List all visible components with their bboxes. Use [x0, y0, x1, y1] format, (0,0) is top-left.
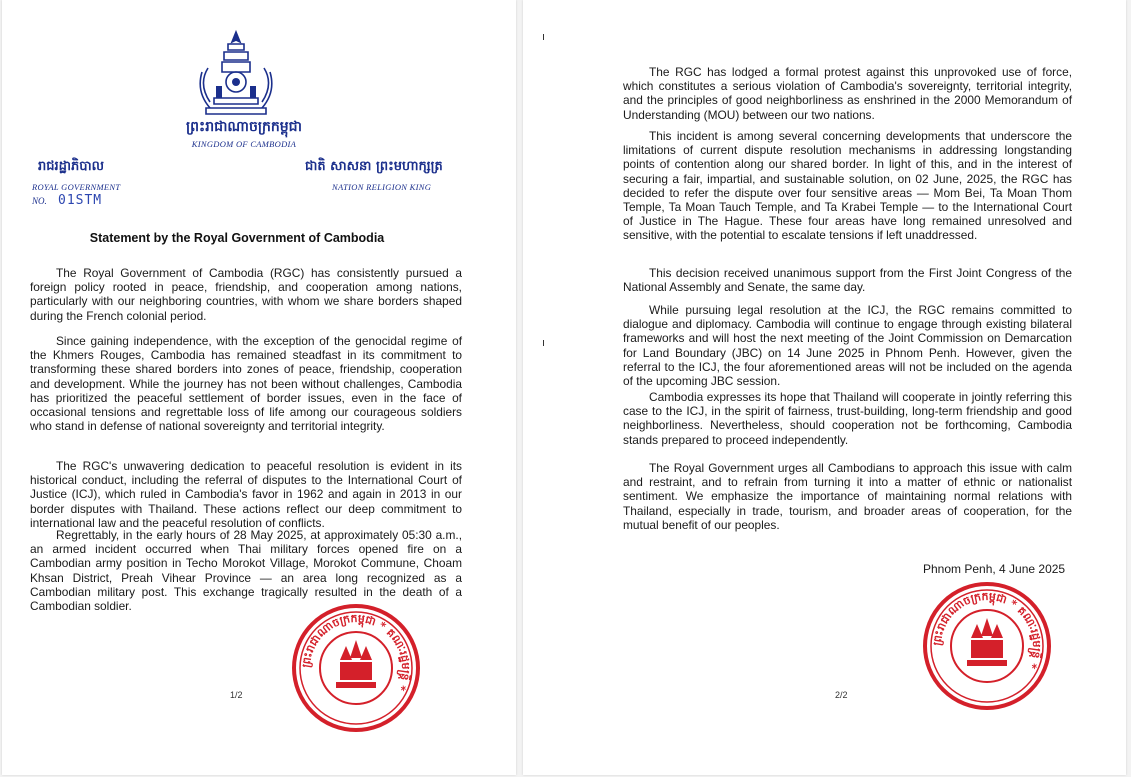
kingdom-english-text: KINGDOM OF CAMBODIA	[191, 139, 297, 149]
page-number: 2/2	[835, 690, 848, 700]
document-page-1	[2, 0, 516, 775]
reference-number-label: NO.	[32, 196, 47, 206]
paragraph: The RGC has lodged a formal protest against this unprovoked use of force, which constitutes a serious violation of Cambodia's sovereignty, territorial integrity, and the principles of good neighborliness as enshrined in the 2000 Memorandum of Understanding (MOU) between our two nations.	[623, 65, 1072, 122]
royal-government-khmer-text: រាជរដ្ឋាភិបាល	[38, 159, 105, 174]
royal-government-english-text: ROYAL GOVERNMENT	[32, 182, 121, 192]
paragraph: The Royal Government urges all Cambodians to approach this issue with calm and restraint, and to refrain from turning it into a matter of ethnic or nationalist sentiment. We emphasize the importance of maintaining normal relations with Thailand, especially in trade, tourism, and broader areas of cooperation, for the mutual benefit of our peoples.	[623, 461, 1072, 532]
paragraph: While pursuing legal resolution at the ICJ, the RGC remains committed to dialogue and diplomacy. Cambodia will continue to engage through existing bilateral frameworks and will host the next meeting of the Joint Commission on Demarcation for Land Boundary (JBC) on 14 June 2025 in Phnom Penh. However, given the referral to the ICJ, the four aforementioned areas will not be included on the agenda of the upcoming JBC session.	[623, 303, 1072, 389]
royal-crest-icon	[188, 28, 284, 120]
motto-khmer-text: ជាតិ សាសនា ព្រះមហាក្សត្រ	[305, 159, 443, 174]
document-page-2	[523, 0, 1126, 775]
kingdom-khmer-text: ព្រះរាជាណាចក្រកម្ពុជា	[185, 119, 302, 135]
paragraph: This decision received unanimous support from the First Joint Congress of the National Assembly and Senate, the same day.	[623, 266, 1072, 295]
seal-text: ព្រះរាជាណាចក្រកម្ពុជា * គណៈរដ្ឋមន្ត្រី *	[930, 589, 1044, 671]
official-seal-icon	[290, 602, 422, 734]
paragraph: The Royal Government of Cambodia (RGC) has consistently pursued a foreign policy rooted in peace, friendship, and cooperation among nations, particularly with our neighboring countries, with whom we share borders shaped during the French colonial period.	[30, 266, 462, 323]
paragraph: This incident is among several concerning developments that underscore the limitations of current dispute resolution mechanisms in addressing longstanding points of contention along our shared border. In light of this, and in the interest of securing a fair, impartial, and sustainable solution, on 02 June, 2025, the RGC has decided to refer the dispute over four sensitive areas — Mom Bei, Ta Moan Thom Temple, Ta Moan Tauch Temple, and Ta Krabei Temple — to the International Court of Justice in The Hague. These four areas have long remained unresolved and sensitive, with the potential to escalate tensions if left unaddressed.	[623, 129, 1072, 243]
paragraph: Regrettably, in the early hours of 28 May 2025, at approximately 05:30 a.m., an armed incident occurred when Thai military forces opened fire on a Cambodian army position in Techo Morokot Village, Morokot Commune, Choam Khsan District, Preah Vihear Province — an area long recognized as a Cambodian military post. This exchange tragically resulted in the death of a Cambodian soldier.	[30, 528, 462, 614]
margin-mark	[543, 34, 544, 40]
paragraph: Cambodia expresses its hope that Thailand will cooperate in jointly referring this case to the ICJ, in the spirit of fairness, trust-building, long-term friendship and good neighborliness. Nevertheless, should cooperation not be forthcoming, Cambodia stands prepared to proceed independently.	[623, 390, 1072, 447]
seal-text: ព្រះរាជាណាចក្រកម្ពុជា * គណៈរដ្ឋមន្ត្រី *	[299, 611, 413, 693]
statement-title: Statement by the Royal Government of Cambodia	[89, 231, 385, 245]
motto-english-text: NATION RELIGION KING	[332, 182, 432, 192]
official-seal-icon	[921, 580, 1053, 712]
margin-mark	[543, 340, 544, 346]
place-and-date: Phnom Penh, 4 June 2025	[923, 562, 1066, 576]
paragraph: The RGC's unwavering dedication to peaceful resolution is evident in its historical conduct, including the referral of disputes to the International Court of Justice (ICJ), which ruled in Cambodia's favor in 1962 and again in 2013 in our border disputes with Thailand. These actions reflect our deep commitment to international law and the peaceful resolution of conflicts.	[30, 459, 462, 530]
reference-number-value: 01STM	[58, 193, 103, 208]
page-number: 1/2	[230, 690, 243, 700]
paragraph: Since gaining independence, with the exception of the genocidal regime of the Khmers Rouges, Cambodia has remained steadfast in its commitment to transforming these shared borders into zones of peace, friendship, cooperation and development. While the journey has not been without challenges, Cambodia has prioritized the peaceful settlement of border issues, even in the face of occasional tensions and regrettable loss of life among our courageous soldiers who stand in defense of national sovereignty and territorial integrity.	[30, 334, 462, 434]
